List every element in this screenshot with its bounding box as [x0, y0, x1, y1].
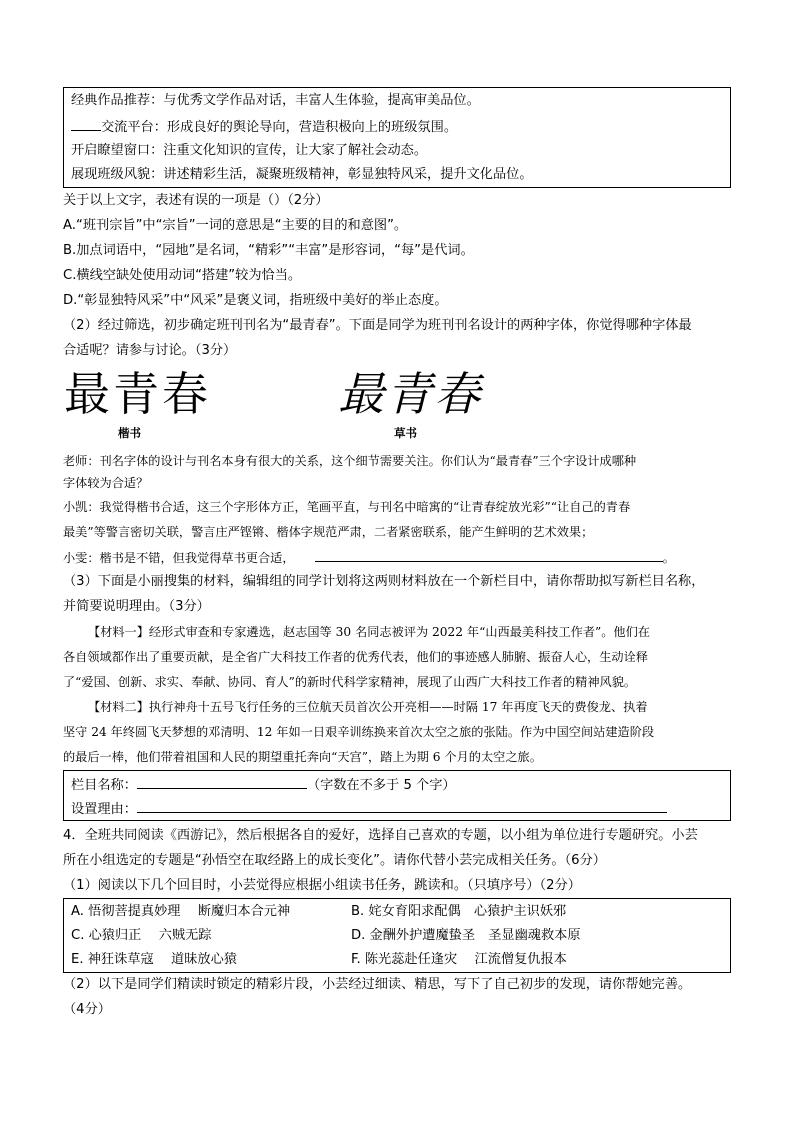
column-line-1: 经典作品推荐：与优秀文学作品对话，丰富人生体验，提高审美品位。	[71, 93, 480, 108]
q4-line-2: 所在小组选定的专题是“孙悟空在取经路上的成长变化”。请你代替小芸完成相关任务。（6分）	[63, 853, 606, 868]
q1-stem: 关于以上文字，表述有误的一项是（）（2分）	[63, 193, 329, 208]
q1-option-c: C.横线空缺处使用动词“搭建”较为恰当。	[63, 268, 302, 283]
material-1-line-1: 【材料一】经形式审查和专家遴选，赵志国等 30 名同志被评为 2022 年“山西最美科技工作者”。他们在	[88, 625, 650, 639]
material-2-line-2: 坚守 24 年终圆飞天梦想的邓清明、12 年如一日艰辛训练换来首次太空之旅的张陆。作为中国空间站建造阶段	[63, 725, 655, 739]
q3-line-1: （3）下面是小丽搜集的材料，编辑组的同学计划将这两则材料放在一个新栏目中，请你帮助拟写新栏目名称，	[63, 574, 705, 589]
xiaokai-line-2: 最美”等警言密切关联，警言庄严铿锵、楷体字规范严肃，二者紧密联系，能产生鲜明的艺术效果；	[63, 525, 594, 539]
chapter-option-d: D. 金酬外护遭魔蛰圣 圣显幽魂救本原	[351, 928, 581, 943]
q4-sub2-line-1: （2）以下是同学们精读时锁定的精彩片段，小芸经过细读、精思，写下了自己初步的发现，请你帮她完善。	[63, 977, 692, 992]
chapter-option-e: E. 神狂诛草寇 道昧放心猿	[71, 952, 237, 967]
column-line-2	[71, 116, 457, 138]
chapter-option-c: C. 心猿归正 六贼无踪	[71, 928, 212, 943]
xiaowen-end: 。	[662, 551, 675, 565]
font-sample-kaishu: 最青春	[64, 367, 211, 421]
chapter-option-f: F. 陈光蕊赴任逢灾 江流僧复仇报本	[351, 952, 567, 967]
column-line-4: 展现班级风貌：讲述精彩生活，凝聚班级精神，彰显独特风采，提升文化品位。	[71, 167, 533, 182]
xiaowen-line	[63, 547, 675, 568]
q4-sub1: （1）阅读以下几个回目时，小芸觉得应根据小组读书任务，跳读和。（只填序号）（2分）	[63, 878, 581, 893]
material-2-line-3: 的最后一棒，他们带着祖国和人民的期望重托奔向“天宫”，踏上为期 6 个月的太空之旅。	[63, 750, 542, 764]
reason-row	[71, 798, 667, 820]
teacher-line-1: 老师：刊名字体的设计与刊名本身有很大的关系，这个细节需要关注。你们认为“最青春”三个字设计成哪种	[63, 454, 637, 468]
material-1-line-2: 各自领域都作出了重要贡献，是全省广大科技工作者的优秀代表，他们的事迹感人肺腑、振奋人心，生动诠释	[63, 650, 648, 664]
material-1-line-3: 了“爱国、创新、求实、奉献、协同、育人”的新时代科学家精神，展现了山西广大科技工作者的精神风貌。	[63, 675, 637, 689]
blank-line[interactable]	[71, 116, 101, 131]
q4-sub2-line-2: （4分）	[63, 1002, 111, 1017]
answer-blank[interactable]	[315, 547, 663, 562]
q1-option-d: D.“彰显独特风采”中“风采”是褒义词，指班级中美好的举止态度。	[63, 293, 448, 308]
column-line-2-text: 交流平台：形成良好的舆论导向，营造积极向上的班级氛围。	[101, 120, 458, 135]
q3-line-2: 并简要说明理由。（3分）	[63, 599, 210, 614]
column-name-label: 栏目名称：	[71, 778, 137, 793]
q2-line-2: 合适呢？请参与讨论。（3分）	[63, 343, 237, 358]
font-sample-caoshu: 最青春	[338, 367, 482, 421]
teacher-line-2: 字体较为合适？	[63, 476, 149, 490]
font-label-kaishu: 楷书	[118, 426, 141, 440]
font-label-caoshu: 草书	[394, 426, 417, 440]
reason-label: 设置理由：	[71, 802, 137, 817]
material-2-line-1: 【材料二】执行神舟十五号飞行任务的三位航天员首次公开亮相——时隔 17 年再度飞天的费俊龙、执着	[88, 700, 648, 714]
chapter-option-b: B. 姹女育阳求配偶 心猿护主识妖邪	[351, 904, 567, 919]
column-name-note: （字数在不多于 5 个字）	[306, 778, 456, 793]
reason-blank[interactable]	[137, 798, 667, 813]
q1-option-b: B.加点词语中，“园地”是名词，“精彩”“丰富”是形容词，“每”是代词。	[63, 243, 474, 258]
column-name-blank[interactable]	[137, 774, 307, 789]
xiaokai-line-1: 小凯：我觉得楷书合适，这三个字形体方正，笔画平直，与刊名中暗寓的“让青春绽放光彩”“让自己的青春	[63, 500, 631, 514]
q2-line-1: （2）经过筛选，初步确定班刊刊名为“最青春”。下面是同学为班刊刊名设计的两种字体，你觉得哪种字体最	[63, 318, 692, 333]
column-name-row	[71, 774, 456, 796]
q4-line-1: 4．全班共同阅读《西游记》，然后根据各自的爱好，选择自己喜欢的专题，以小组为单位进行专题研究。小芸	[63, 828, 698, 843]
q1-option-a: A.“班刊宗旨”中“宗旨”一词的意思是“主要的目的和意图”。	[63, 218, 408, 233]
xiaowen-text: 小雯：楷书是不错，但我觉得草书更合适，	[63, 551, 295, 565]
chapter-option-a: A. 悟彻菩提真妙理 断魔归本合元神	[71, 904, 291, 919]
column-line-3: 开启瞭望窗口：注重文化知识的宣传，让大家了解社会动态。	[71, 143, 428, 158]
